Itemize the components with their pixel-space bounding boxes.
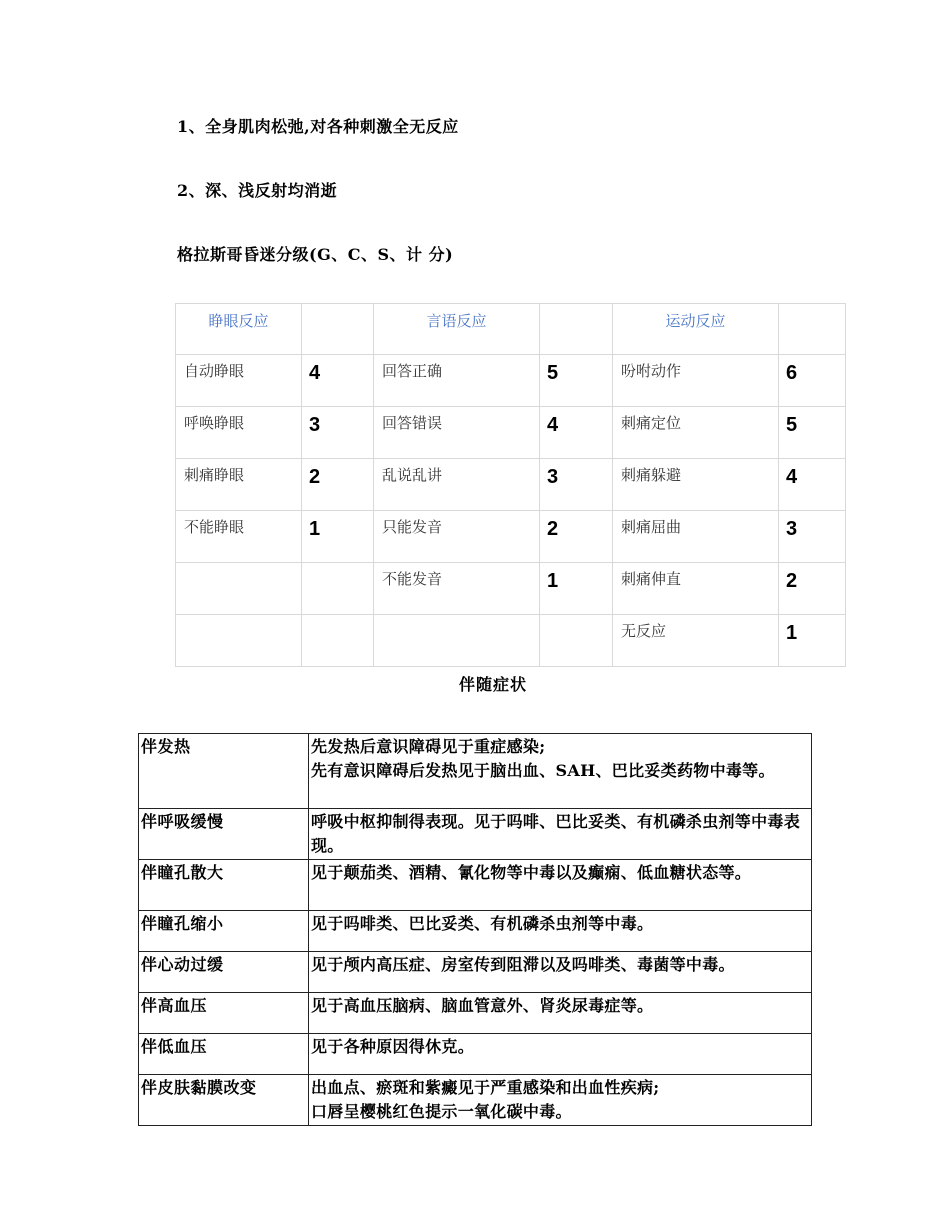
gcs-row bbox=[176, 511, 846, 563]
gcs-row bbox=[176, 563, 846, 615]
motor-label: 刺痛定位 bbox=[613, 407, 779, 459]
symptom-description bbox=[309, 734, 812, 809]
symptom-description bbox=[309, 809, 812, 860]
description-line: 见于各种原因得休克。 bbox=[311, 1037, 475, 1056]
gcs-header-empty bbox=[779, 304, 846, 355]
symptom-name: 伴皮肤黏膜改变 bbox=[139, 1075, 309, 1126]
eye-label: 刺痛睁眼 bbox=[176, 459, 302, 511]
eye-label bbox=[176, 615, 302, 667]
symptom-name: 伴瞳孔散大 bbox=[139, 860, 309, 911]
verbal-score: 2 bbox=[540, 511, 613, 563]
verbal-score: 3 bbox=[540, 459, 613, 511]
gcs-header-motor: 运动反应 bbox=[613, 304, 779, 355]
motor-score: 4 bbox=[779, 459, 846, 511]
motor-label: 刺痛伸直 bbox=[613, 563, 779, 615]
eye-label: 自动睁眼 bbox=[176, 355, 302, 407]
description-line: 先有意识障碍后发热见于脑出血、SAH、巴比妥类药物中毒等。 bbox=[311, 761, 775, 780]
eye-score bbox=[302, 615, 374, 667]
verbal-label bbox=[374, 615, 540, 667]
gcs-header-row bbox=[176, 304, 846, 355]
gcs-row bbox=[176, 459, 846, 511]
motor-score: 6 bbox=[779, 355, 846, 407]
symptom-name: 伴发热 bbox=[139, 734, 309, 809]
description-line: 先发热后意识障碍见于重症感染; bbox=[311, 737, 546, 756]
eye-label: 呼唤睁眼 bbox=[176, 407, 302, 459]
symptom-description bbox=[309, 1075, 812, 1126]
gcs-header-verbal: 言语反应 bbox=[374, 304, 540, 355]
symptoms-table bbox=[138, 733, 812, 1126]
eye-score: 4 bbox=[302, 355, 374, 407]
motor-label: 无反应 bbox=[613, 615, 779, 667]
symptom-description bbox=[309, 911, 812, 952]
symptom-description bbox=[309, 860, 812, 911]
eye-score: 1 bbox=[302, 511, 374, 563]
symptom-name: 伴心动过缓 bbox=[139, 952, 309, 993]
symptom-name: 伴高血压 bbox=[139, 993, 309, 1034]
gcs-header-empty bbox=[540, 304, 613, 355]
paragraph-1: 1、全身肌肉松弛,对各种刺激全无反应 bbox=[177, 117, 459, 136]
symptom-row bbox=[139, 993, 812, 1034]
gcs-header-empty bbox=[302, 304, 374, 355]
verbal-score: 4 bbox=[540, 407, 613, 459]
symptom-description bbox=[309, 993, 812, 1034]
description-line: 见于高血压脑病、脑血管意外、肾炎尿毒症等。 bbox=[311, 996, 654, 1015]
symptom-description bbox=[309, 1034, 812, 1075]
description-line: 呼吸中枢抑制得表现。见于吗啡、巴比妥类、有机磷杀虫剂等中毒表现。 bbox=[311, 812, 801, 855]
motor-score: 5 bbox=[779, 407, 846, 459]
verbal-label: 不能发音 bbox=[374, 563, 540, 615]
verbal-score bbox=[540, 615, 613, 667]
symptom-name: 伴呼吸缓慢 bbox=[139, 809, 309, 860]
motor-label: 刺痛屈曲 bbox=[613, 511, 779, 563]
symptom-row bbox=[139, 1075, 812, 1126]
description-line: 见于吗啡类、巴比妥类、有机磷杀虫剂等中毒。 bbox=[311, 914, 654, 933]
eye-score: 3 bbox=[302, 407, 374, 459]
symptom-row bbox=[139, 809, 812, 860]
verbal-label: 乱说乱讲 bbox=[374, 459, 540, 511]
description-line: 口唇呈樱桃红色提示一氧化碳中毒。 bbox=[311, 1102, 572, 1121]
motor-score: 2 bbox=[779, 563, 846, 615]
symptom-row bbox=[139, 734, 812, 809]
motor-score: 3 bbox=[779, 511, 846, 563]
symptom-description bbox=[309, 952, 812, 993]
verbal-label: 只能发音 bbox=[374, 511, 540, 563]
verbal-label: 回答错误 bbox=[374, 407, 540, 459]
symptom-row bbox=[139, 952, 812, 993]
description-line: 见于颅内高压症、房室传到阻滞以及吗啡类、毒菌等中毒。 bbox=[311, 955, 735, 974]
motor-label: 刺痛躲避 bbox=[613, 459, 779, 511]
symptom-row bbox=[139, 860, 812, 911]
gcs-table bbox=[175, 303, 846, 667]
paragraph-2: 2、深、浅反射均消逝 bbox=[177, 181, 338, 200]
gcs-row bbox=[176, 355, 846, 407]
eye-label: 不能睁眼 bbox=[176, 511, 302, 563]
symptom-row bbox=[139, 1034, 812, 1075]
motor-label: 吩咐动作 bbox=[613, 355, 779, 407]
gcs-heading: 格拉斯哥昏迷分级(G、C、S、计 分) bbox=[177, 245, 454, 264]
description-line: 见于颠茄类、酒精、氰化物等中毒以及癫痫、低血糖状态等。 bbox=[311, 863, 752, 882]
motor-score: 1 bbox=[779, 615, 846, 667]
symptom-row bbox=[139, 911, 812, 952]
description-line: 出血点、瘀斑和紫癜见于严重感染和出血性疾病; bbox=[311, 1078, 660, 1097]
gcs-row bbox=[176, 615, 846, 667]
verbal-score: 5 bbox=[540, 355, 613, 407]
eye-label bbox=[176, 563, 302, 615]
symptoms-section-title: 伴随症状 bbox=[458, 675, 527, 694]
gcs-row bbox=[176, 407, 846, 459]
symptom-name: 伴低血压 bbox=[139, 1034, 309, 1075]
eye-score bbox=[302, 563, 374, 615]
gcs-header-eye: 睁眼反应 bbox=[176, 304, 302, 355]
verbal-label: 回答正确 bbox=[374, 355, 540, 407]
eye-score: 2 bbox=[302, 459, 374, 511]
symptom-name: 伴瞳孔缩小 bbox=[139, 911, 309, 952]
verbal-score: 1 bbox=[540, 563, 613, 615]
